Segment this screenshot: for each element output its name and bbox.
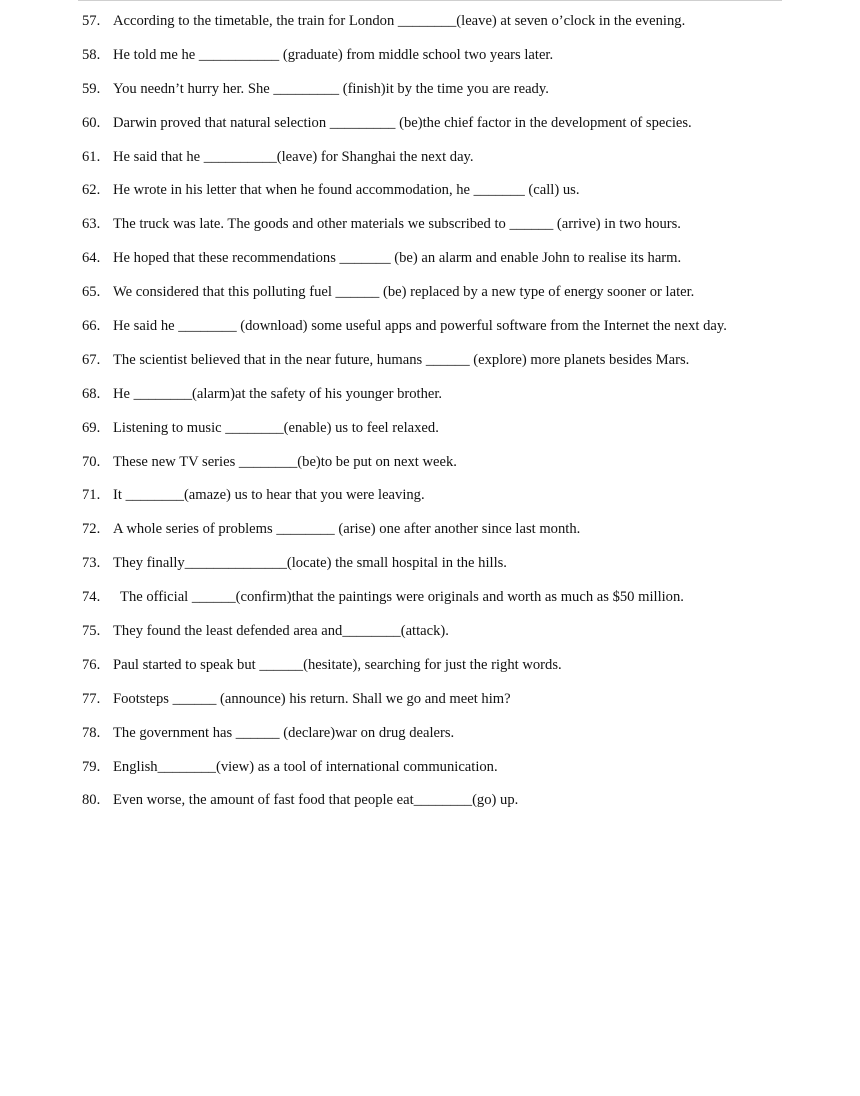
question-item	[82, 11, 802, 45]
question-text: The scientist believed that in the near future, humans ______ (explore) more planets besides Mars.	[113, 351, 690, 368]
question-item	[82, 723, 802, 757]
question-item	[82, 587, 802, 621]
question-item	[82, 316, 802, 350]
question-number: 76.	[82, 656, 101, 673]
question-text: English________(view) as a tool of international communication.	[113, 758, 498, 775]
question-item	[82, 553, 802, 587]
question-text: The official ______(confirm)that the paintings were originals and worth as much as $50 million.	[113, 589, 684, 606]
question-number: 80.	[82, 792, 101, 809]
question-item	[82, 418, 802, 452]
question-item	[82, 790, 802, 824]
question-number: 58.	[82, 46, 101, 63]
question-text: We considered that this polluting fuel ______ (be) replaced by a new type of energy sooner or later.	[113, 284, 695, 301]
question-item	[82, 384, 802, 418]
page-top-rule	[78, 0, 782, 1]
question-text: Darwin proved that natural selection _________ (be)the chief factor in the development of species.	[113, 114, 692, 131]
question-item	[82, 248, 802, 282]
question-item	[82, 79, 802, 113]
question-text: They found the least defended area and________(attack).	[113, 623, 449, 640]
question-number: 75.	[82, 623, 101, 640]
question-number: 64.	[82, 250, 101, 267]
question-text: A whole series of problems ________ (arise) one after another since last month.	[113, 521, 581, 538]
question-text: It ________(amaze) us to hear that you were leaving.	[113, 487, 425, 504]
question-number: 77.	[82, 690, 101, 707]
question-item	[82, 45, 802, 79]
question-item	[82, 282, 802, 316]
question-text: The truck was late. The goods and other materials we subscribed to ______ (arrive) in two hours.	[113, 216, 681, 233]
question-text: Footsteps ______ (announce) his return. Shall we go and meet him?	[113, 690, 511, 707]
question-number: 60.	[82, 114, 101, 131]
question-number: 62.	[82, 182, 101, 199]
question-text: Paul started to speak but ______(hesitate), searching for just the right words.	[113, 656, 562, 673]
question-text: Listening to music ________(enable) us to feel relaxed.	[113, 419, 439, 436]
question-number: 59.	[82, 80, 101, 97]
question-text: He said he ________ (download) some useful apps and powerful software from the Internet the next day.	[113, 318, 727, 335]
question-text: You needn’t hurry her. She _________ (finish)it by the time you are ready.	[113, 80, 549, 97]
question-number: 72.	[82, 521, 101, 538]
question-number: 78.	[82, 724, 101, 741]
question-number: 61.	[82, 148, 101, 165]
question-number: 57.	[82, 13, 101, 29]
question-number: 73.	[82, 555, 101, 572]
question-number: 74.	[82, 589, 101, 606]
question-item	[82, 113, 802, 147]
question-item	[82, 757, 802, 791]
question-number: 65.	[82, 284, 101, 301]
question-number: 66.	[82, 318, 101, 335]
question-list	[82, 11, 802, 824]
question-text: These new TV series ________(be)to be put on next week.	[113, 453, 457, 470]
question-number: 71.	[82, 487, 101, 504]
question-number: 69.	[82, 419, 101, 436]
question-item	[82, 621, 802, 655]
question-item	[82, 485, 802, 519]
question-text: He ________(alarm)at the safety of his younger brother.	[113, 385, 443, 402]
question-text: He hoped that these recommendations _______ (be) an alarm and enable John to realise its harm.	[113, 250, 682, 267]
question-text: They finally______________(locate) the small hospital in the hills.	[113, 555, 507, 572]
question-item	[82, 180, 802, 214]
question-text: Even worse, the amount of fast food that people eat________(go) up.	[113, 792, 519, 809]
question-item	[82, 655, 802, 689]
question-text: He wrote in his letter that when he found accommodation, he _______ (call) us.	[113, 182, 580, 199]
question-item	[82, 214, 802, 248]
question-text: According to the timetable, the train for London ________(leave) at seven o’clock in the evening.	[113, 13, 686, 29]
question-number: 70.	[82, 453, 101, 470]
question-item	[82, 689, 802, 723]
question-number: 68.	[82, 385, 101, 402]
question-number: 63.	[82, 216, 101, 233]
question-item	[82, 519, 802, 553]
question-item	[82, 350, 802, 384]
question-text: The government has ______ (declare)war on drug dealers.	[113, 724, 455, 741]
question-text: He said that he __________(leave) for Shanghai the next day.	[113, 148, 474, 165]
question-item	[82, 147, 802, 181]
question-text: He told me he ___________ (graduate) from middle school two years later.	[113, 46, 554, 63]
question-item	[82, 452, 802, 486]
question-number: 79.	[82, 758, 101, 775]
question-number: 67.	[82, 351, 101, 368]
